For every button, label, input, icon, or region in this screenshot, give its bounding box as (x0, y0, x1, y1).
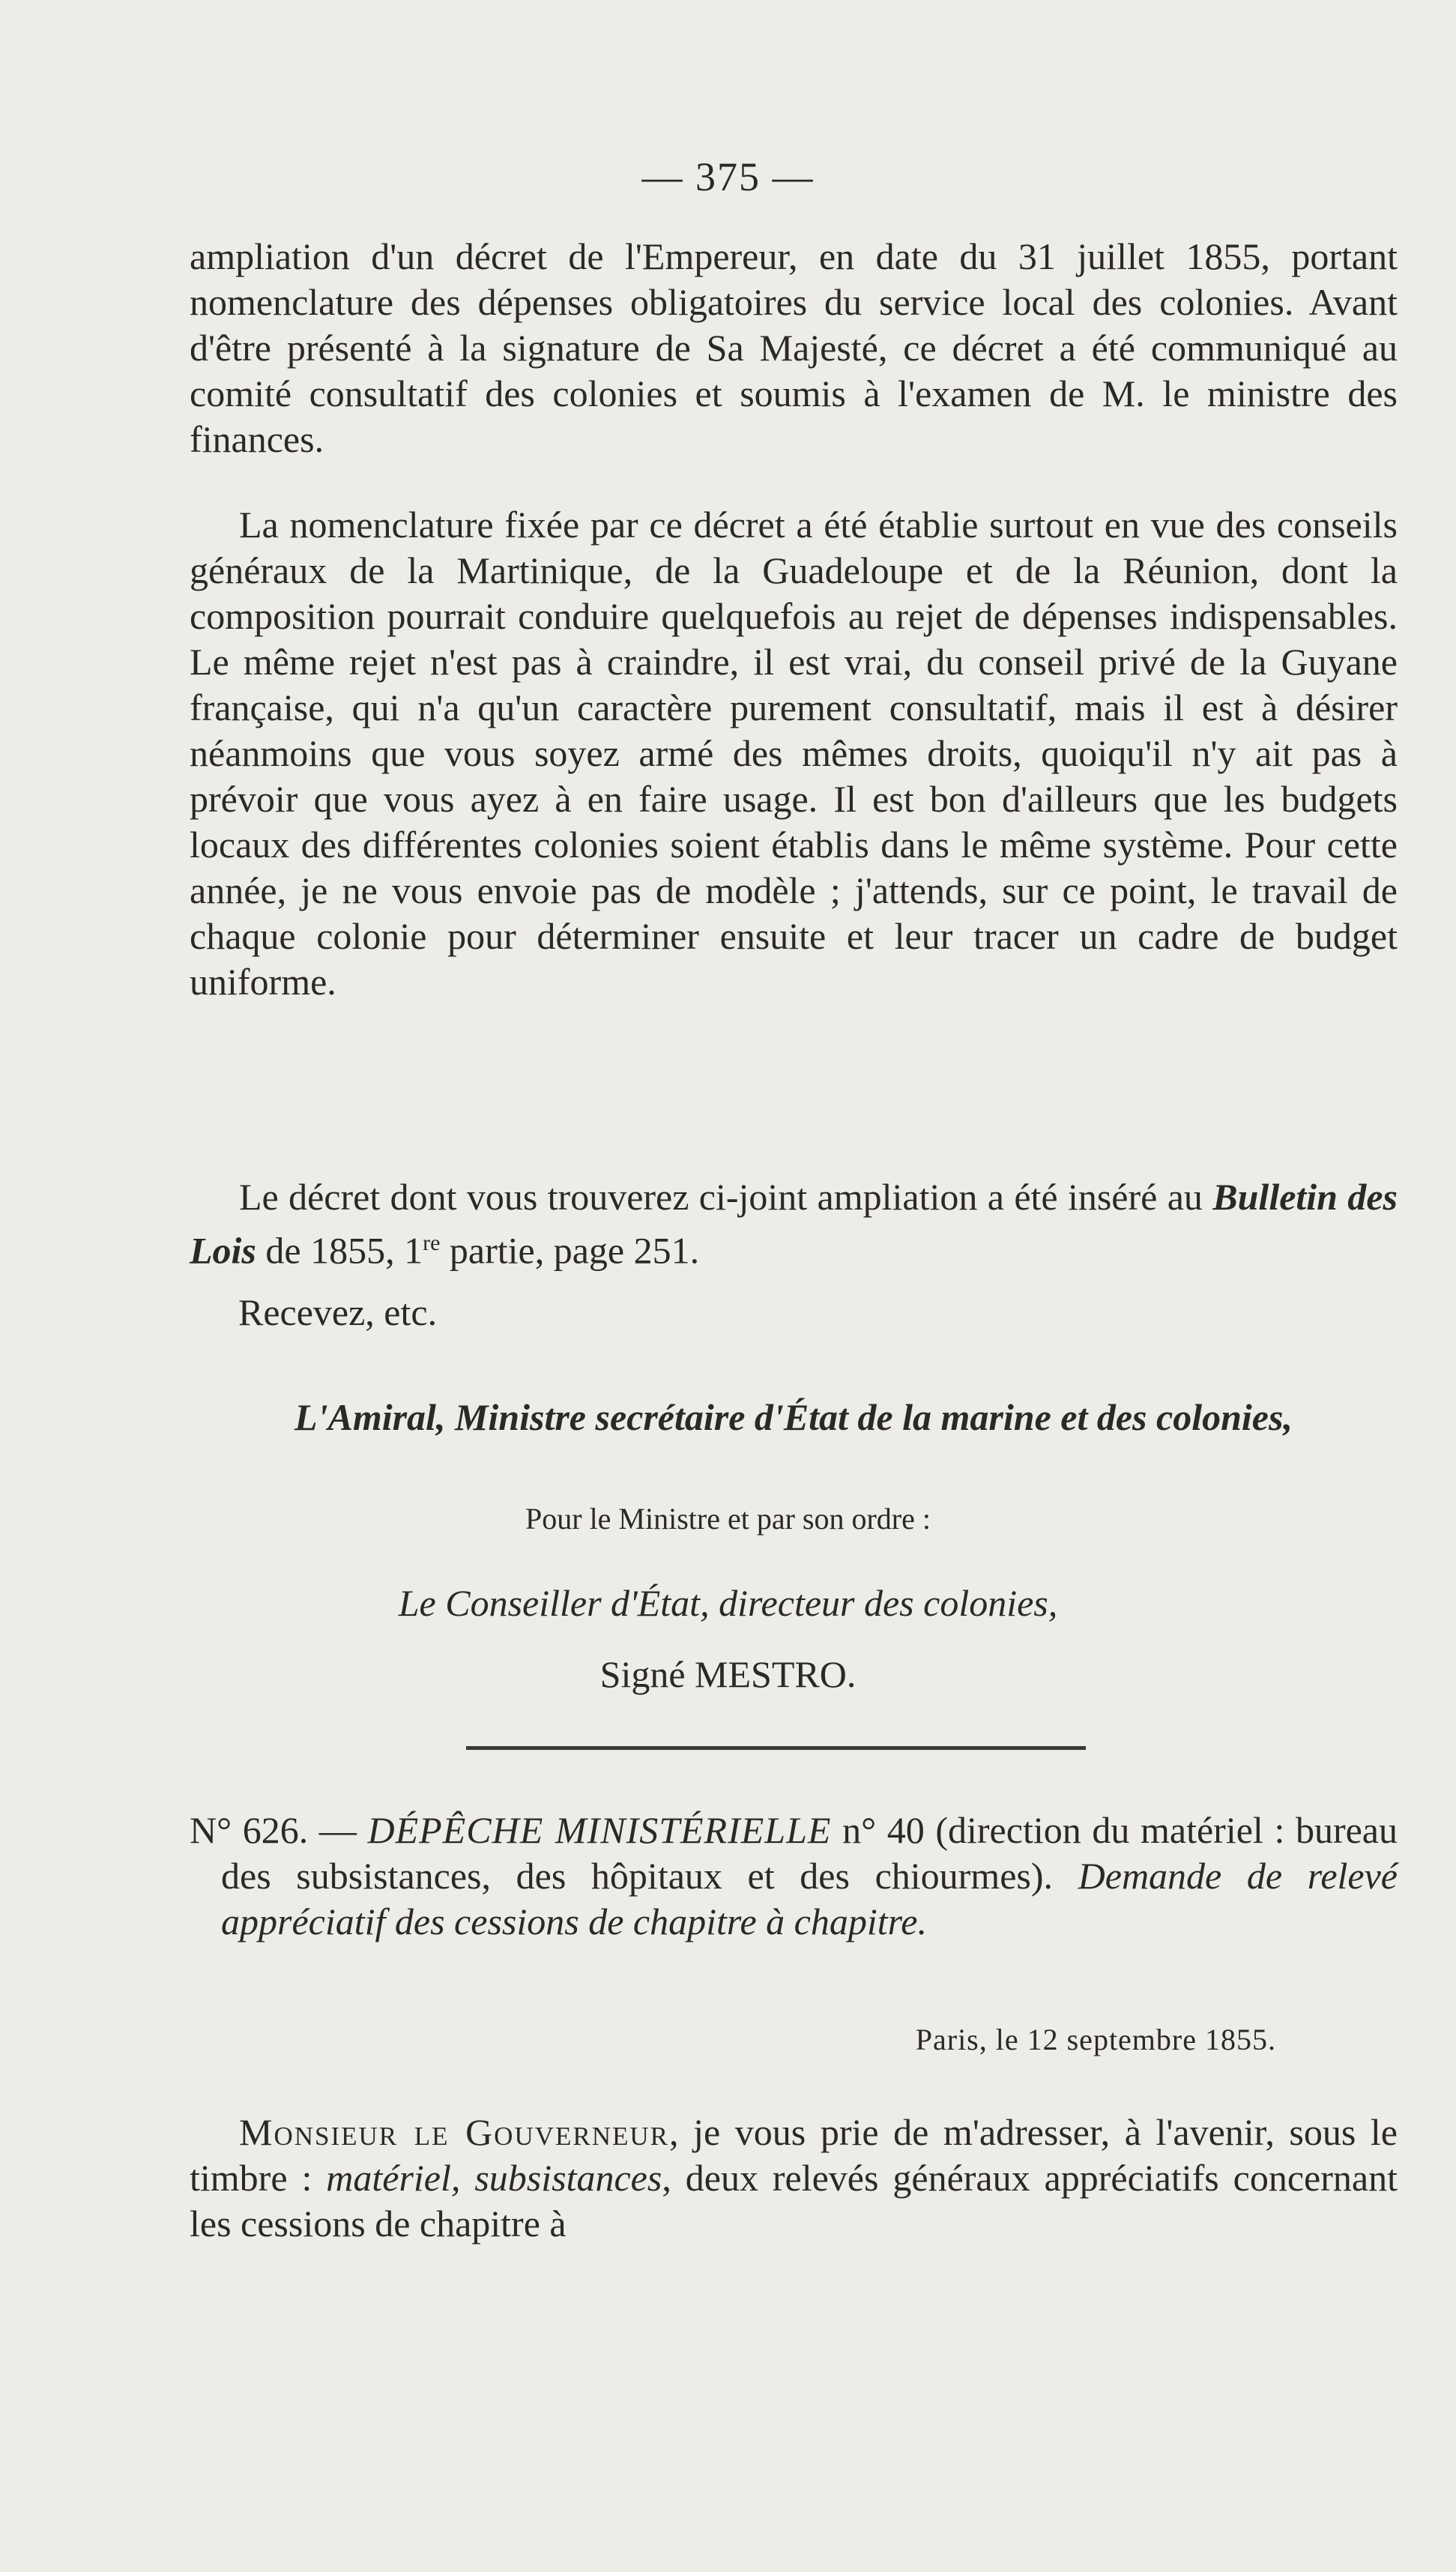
ordinal-superscript: re (423, 1231, 441, 1255)
letter-body-block (190, 2110, 1398, 2247)
minister-signature: L'Amiral, Ministre secrétaire d'État de la marine et des colonies, (294, 1396, 1293, 1438)
paragraph-1: ampliation d'un décret de l'Empereur, en date du 31 juillet 1855, portant nomenclature des dépenses obligatoires du service local des colonies. Avant d'être présenté à la signature de Sa Majesté, ce décret a été communiqué au comité consultatif des colonies et soumis à l'examen de M. le ministre des finances. (190, 235, 1398, 460)
paragraph-1-block (190, 234, 1398, 462)
page-number: — 375 — (641, 154, 815, 199)
stamp-reference: matériel, subsistances (326, 2157, 662, 2199)
dispatch-heading-block (190, 1808, 1398, 1945)
section-divider (466, 1746, 1086, 1750)
dispatch-reference: n° 40 (direction du matériel : bureau des subsistances, des hôpitaux et des chiourmes). (221, 1809, 1398, 1897)
dispatch-number: N° 626. — (190, 1809, 368, 1851)
closing-formula: Recevez, etc. (238, 1291, 438, 1333)
paragraph-3-block (190, 1174, 1398, 1274)
dispatch-subject: Demande de relevé appréciatif des cessions de chapitre à chapitre. (221, 1855, 1398, 1942)
signed-name: Signé MESTRO. (599, 1653, 857, 1695)
letter-body (190, 2110, 1398, 2247)
paragraph-3-text-before: Le décret dont vous trouverez ci-joint ampliation a été inséré au (239, 1176, 1213, 1218)
place-date: Paris, le 12 septembre 1855. (915, 2023, 1276, 2056)
paragraph-3 (190, 1174, 1398, 1274)
paragraph-3-text-after: partie, page 251. (440, 1229, 700, 1272)
letter-body-text-1: , je vous prie de m'adresser, à l'avenir, sous le timbre : (190, 2111, 1398, 2199)
paragraph-2: La nomenclature fixée par ce décret a été établie surtout en vue des conseils généraux de la Martinique, de la Guadeloupe et de la Réunion, dont la composition pourrait conduire quelquefois au rejet de dépenses indispensables. Le même rejet n'est pas à craindre, il est vrai, du conseil privé de la Guyane française, qui n'a qu'un caractère purement consultatif, mais il est à désirer néanmoins que vous soyez armé des mêmes droits, quoiqu'il n'y ait pas à prévoir que vous ayez à en faire usage. Il est bon d'ailleurs que les budgets locaux des différentes colonies soient établis dans le même système. Pour cette année, je ne vous envoie pas de modèle ; j'attends, sur ce point, le travail de chaque colonie pour déterminer ensuite et leur tracer un cadre de budget uniforme. (190, 504, 1398, 1003)
paragraph-2-block (190, 502, 1398, 1005)
director-signature: Le Conseiller d'État, directeur des colonies, (398, 1582, 1058, 1624)
salutation: Monsieur le Gouverneur (239, 2111, 670, 2153)
paragraph-3-text-middle: de 1855, 1 (256, 1229, 423, 1272)
letter-body-text-2: , deux relevés généraux appréciatifs concernant les cessions de chapitre à (190, 2157, 1398, 2245)
dispatch-heading (190, 1808, 1398, 1945)
bulletin-des-lois-title: Bulletin des Lois (190, 1176, 1398, 1272)
dispatch-title: DÉPÊCHE MINISTÉRIELLE (367, 1809, 832, 1851)
delegation-line: Pour le Ministre et par son ordre : (525, 1502, 931, 1536)
